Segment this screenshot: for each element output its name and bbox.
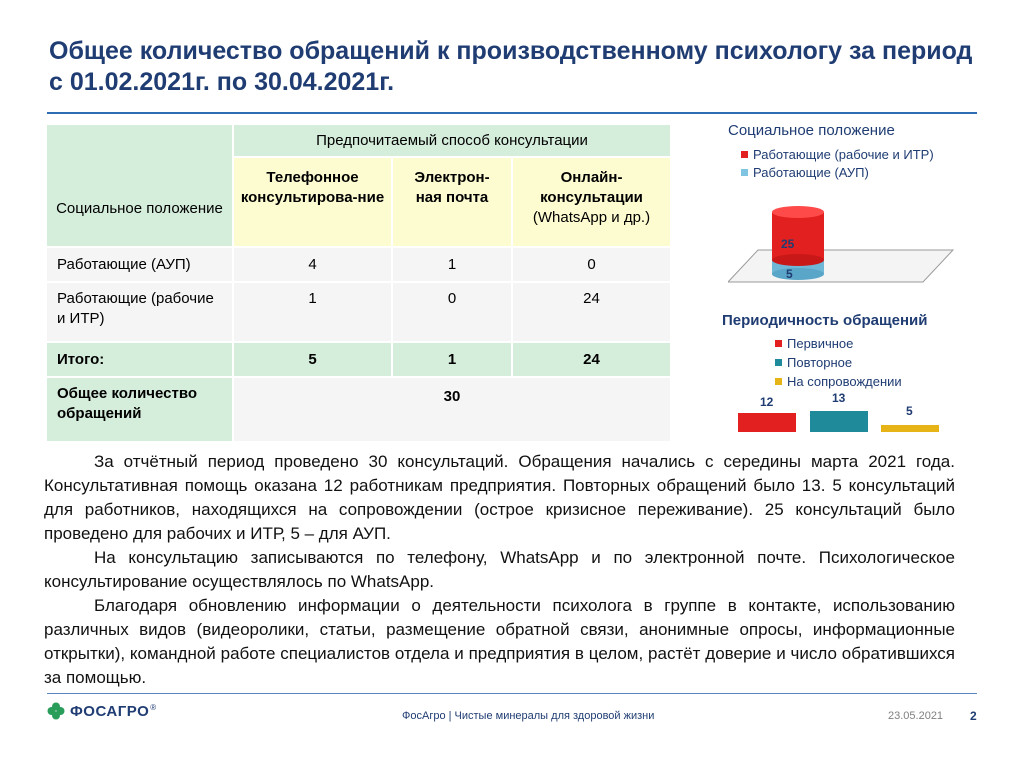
chart1-label-5: 5 <box>786 267 793 281</box>
chart1-legend-item <box>741 165 869 180</box>
table-cell: 1 <box>234 283 391 341</box>
table-cell: 0 <box>393 283 511 341</box>
chart2-label-support: 5 <box>906 404 913 418</box>
paragraph-2: На консультацию записываются по телефону, WhatsApp и по электронной почте. Психологическое консультирование осуществлялось по WhatsApp. <box>44 548 955 591</box>
title-divider <box>47 112 977 114</box>
legend-swatch-lightblue <box>741 169 748 176</box>
description-text <box>44 450 955 690</box>
logo-registered-mark: ® <box>150 702 157 712</box>
legend-swatch-teal <box>775 359 782 366</box>
chart2-bar-repeat <box>810 411 868 432</box>
chart2-plot <box>736 408 946 436</box>
chart1-legend-item <box>741 147 934 162</box>
col-header-online <box>513 158 670 246</box>
page-title: Общее количество обращений к производственному психологу за период с 01.02.2021г. по 30.04.2021г. <box>49 37 973 96</box>
footer-divider <box>47 693 977 694</box>
chart2-bar-primary <box>738 413 796 432</box>
page-number: 2 <box>970 709 977 723</box>
table-total-cell: 5 <box>234 343 391 376</box>
footer-date: 23.05.2021 <box>888 710 944 722</box>
chart2-legend-item <box>775 374 902 389</box>
legend-swatch-red <box>741 151 748 158</box>
chart2-title: Периодичность обращений <box>722 312 928 329</box>
col-header-email: Электрон-ная почта <box>393 158 511 246</box>
table-cell: 1 <box>393 248 511 281</box>
chart1-label-25: 25 <box>781 237 795 251</box>
table-row-label: Работающие (рабочие и ИТР) <box>47 283 232 341</box>
table-cell: 4 <box>234 248 391 281</box>
table-overall-value: 30 <box>234 378 670 441</box>
legend-label: Работающие (рабочие и ИТР) <box>753 147 934 162</box>
phosagro-logo <box>47 702 156 720</box>
legend-label: Работающие (АУП) <box>753 165 869 180</box>
footer-slogan: ФосАгро | Чистые минералы для здоровой жизни <box>402 710 655 722</box>
legend-label: Первичное <box>787 336 854 351</box>
col-header-online-note: (WhatsApp и др.) <box>532 209 651 226</box>
chart1-bar-itr-mid <box>772 254 824 266</box>
consultation-table <box>47 125 670 441</box>
legend-label: Повторное <box>787 355 853 370</box>
chart2-label-primary: 12 <box>760 395 774 409</box>
table-row-label: Работающие (АУП) <box>47 248 232 281</box>
chart1-bar-itr <box>772 212 824 260</box>
chart2-legend-item <box>775 336 853 351</box>
col-header-phone: Телефонное консультирова-ние <box>234 158 391 246</box>
col-header-online-label: Онлайн-консультации <box>540 169 643 206</box>
chart1-bar-top <box>772 206 824 218</box>
legend-swatch-red <box>775 340 782 347</box>
chart2-bar-support <box>881 425 939 432</box>
table-total-label: Итого: <box>47 343 232 376</box>
chart2-label-repeat: 13 <box>832 391 846 405</box>
paragraph-1: За отчётный период проведено 30 консультаций. Обращения начались с середины марта 2021 года. Консультативная помощь оказана 12 работникам предприятия. Повторных обращений было 13. 5 консультаций для работников, находящихся на сопровождении (острое кризисное переживание). 25 консультаций было проведено для рабочих и ИТР, 5 – для АУП. <box>44 452 955 543</box>
table-total-cell: 1 <box>393 343 511 376</box>
legend-swatch-yellow <box>775 378 782 385</box>
chart2-legend-item <box>775 355 852 370</box>
chart1-bar-aup-base <box>772 268 824 280</box>
table-overall-label: Общее количество обращений <box>47 378 232 441</box>
chart1-floor <box>728 250 953 282</box>
paragraph-3: Благодаря обновлению информации о деятельности психолога в группе в контакте, использованию различных видов (видеоролики, статьи, размещение обратной связи, анонимные опросы, информационные открытки), командной работе специалистов отдела и предприятия в целом, растёт доверие и число обратившихся за помощью. <box>44 596 955 687</box>
table-cell: 24 <box>513 283 670 341</box>
table-cell: 0 <box>513 248 670 281</box>
phosagro-logo-icon <box>47 702 65 720</box>
table-total-cell: 24 <box>513 343 670 376</box>
logo-text: ФОСАГРО <box>70 702 150 720</box>
chart1-title: Социальное положение <box>728 122 895 139</box>
legend-label: На сопровождении <box>787 374 902 389</box>
table-group-header: Предпочитаемый способ консультации <box>234 125 670 156</box>
table-row-header: Социальное положение <box>47 125 232 246</box>
chart1-plot <box>728 190 968 300</box>
